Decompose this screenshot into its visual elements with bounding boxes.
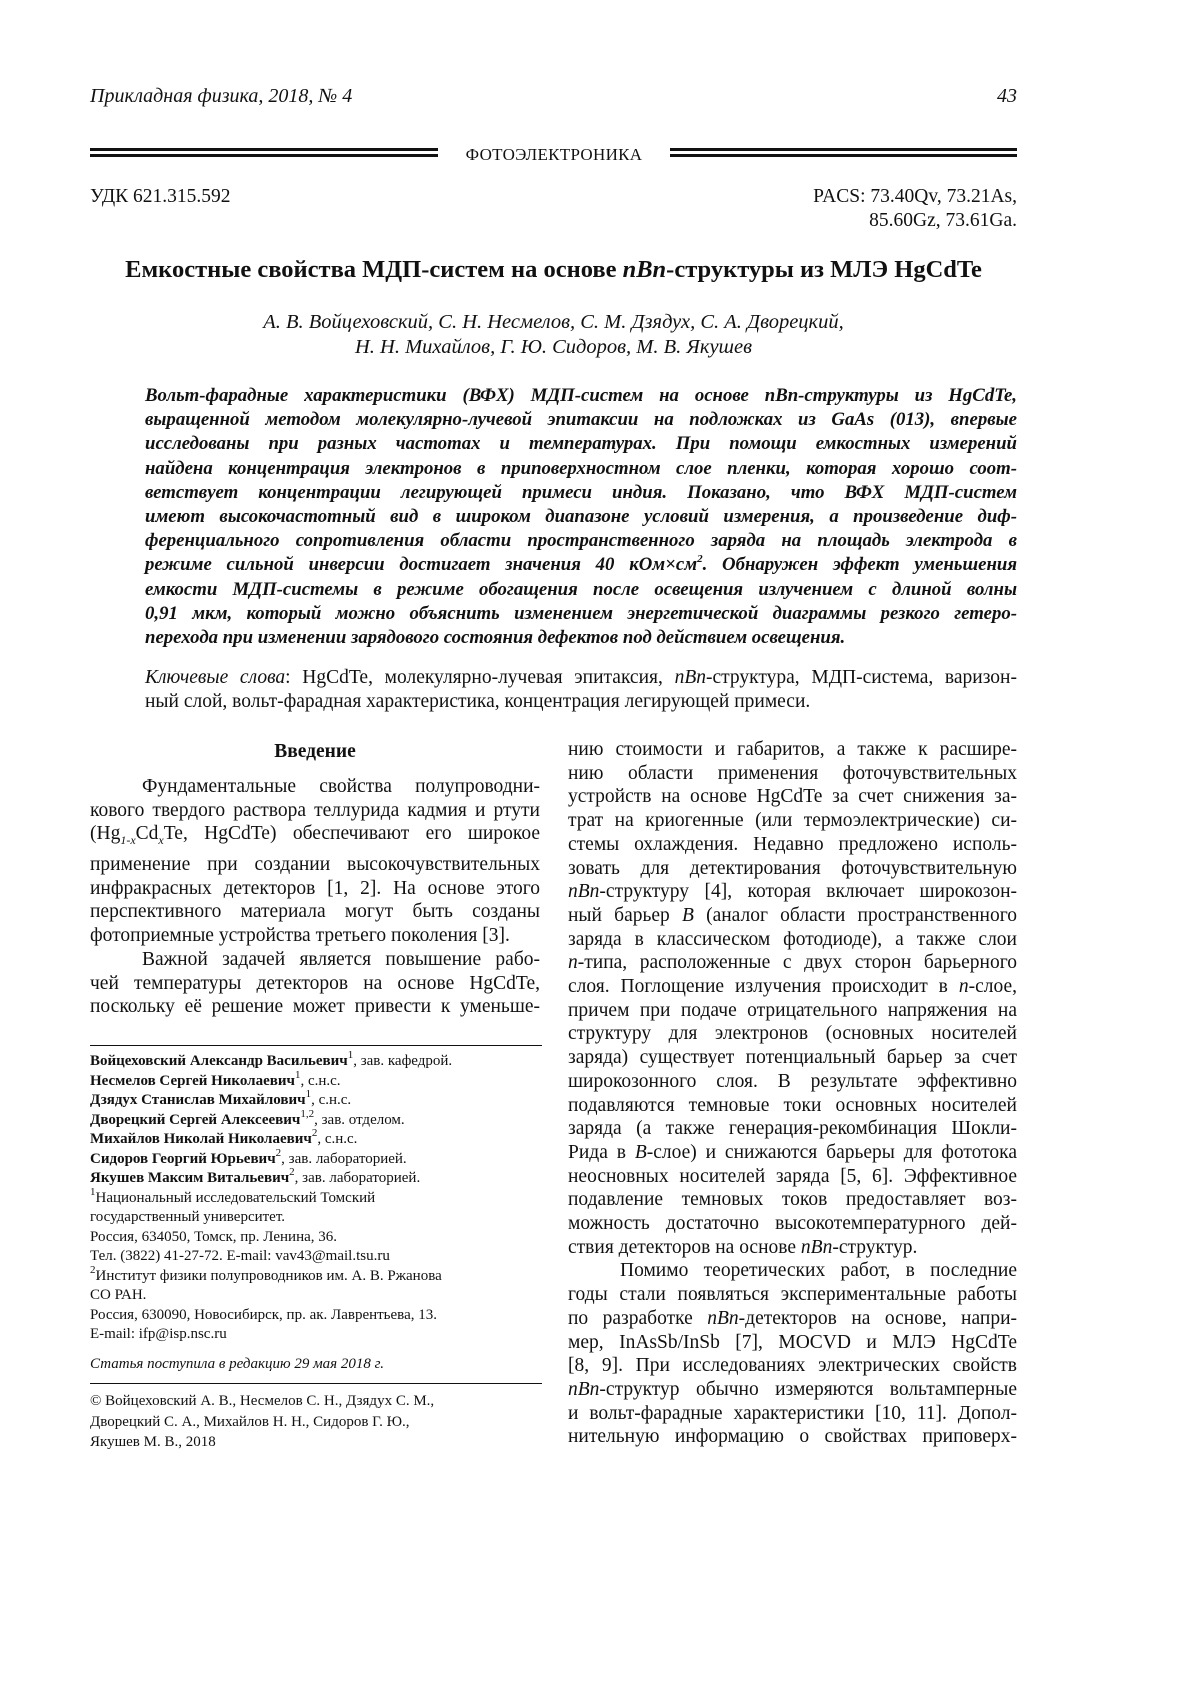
copyright-line: Якушев М. В., 2018 <box>90 1434 216 1450</box>
abstract-line: ференциального сопротивления области пространственного заряда на площадь электрода в <box>145 530 1017 552</box>
author-footnote <box>90 1166 540 1189</box>
abstract <box>145 384 1017 650</box>
formula-cd: Cd <box>135 823 159 845</box>
aff-line: Институт физики полупроводников им. А. В. Ржанова <box>95 1267 442 1284</box>
footnote-role: , зав. лабораторией. <box>294 1170 421 1186</box>
footnote-aff: 2 <box>311 1127 318 1139</box>
body-text: Рида в <box>568 1141 626 1163</box>
section-rule-left <box>90 148 438 157</box>
intro-line: кового твердого раствора теллурида кадмия и ртути <box>90 799 540 821</box>
aff-line: Россия, 634050, Томск, пр. Ленина, 36. <box>90 1228 338 1245</box>
nbn-term: nBn <box>568 1378 600 1400</box>
formula-sub-1: 1-x <box>120 833 136 848</box>
author-footnote <box>90 1088 540 1111</box>
body-text: по разработке <box>568 1307 693 1329</box>
body-line: годы стали появляться экспериментальные работы <box>568 1284 1017 1306</box>
body-text: -структур обычно измеряются вольтамперные <box>599 1378 1017 1400</box>
footnote-divider <box>90 1045 542 1046</box>
title-part-1: Емкостные свойства МДП-систем на основе <box>125 256 623 283</box>
formula-te: Te, HgCdTe) <box>163 823 277 845</box>
abstract-line: имеют высокочастотный вид в широком диапазоне условий измерения, а произведение диф- <box>145 506 1017 528</box>
keywords-text-b: -структура, МДП-система, варизон- <box>706 667 1017 688</box>
udc-code: УДК 621.315.592 <box>90 186 231 207</box>
footnote-aff: 1 <box>347 1049 354 1061</box>
body-text: -структур. <box>832 1236 918 1258</box>
author-footnote <box>90 1127 540 1150</box>
pacs-line-1: PACS: 73.40Qv, 73.21As, <box>813 186 1017 207</box>
intro-line-3-text: обеспечивают его широкое <box>292 823 540 845</box>
footnote-role: , с.н.с. <box>311 1092 352 1108</box>
body-line <box>568 880 1017 904</box>
b-term: B <box>634 1141 647 1163</box>
author-footnote <box>90 1049 540 1072</box>
copyright <box>90 1391 540 1453</box>
affiliation-2 <box>90 1263 540 1287</box>
footnote-name: Войцеховский Александр Васильевич <box>90 1053 348 1069</box>
nbn-term: nBn <box>568 881 600 903</box>
b-term: B <box>681 904 694 926</box>
footnote-name: Дворецкий Сергей Алексеевич <box>90 1111 301 1128</box>
body-text: -детекторов на основе, напри- <box>738 1307 1017 1329</box>
abstract-line-8-tail: . Обнаружен эффект уменьшения <box>702 554 1017 576</box>
body-line: заряда (а также генерация-рекомбинация Шокли- <box>568 1118 1017 1140</box>
abstract-line: Вольт-фарадные характеристики (ВФХ) МДП-систем на основе nBn-структуры из HgCdTe, <box>145 385 1017 406</box>
affiliation-1 <box>90 1185 540 1209</box>
aff-line: СО РАН. <box>90 1287 147 1303</box>
copyright-divider <box>90 1383 542 1384</box>
keywords-line-2: ный слой, вольт-фарадная характеристика, концентрация легирующей примеси. <box>145 691 811 712</box>
body-text: (аналог области пространственного <box>706 904 1017 926</box>
copyright-line: © Войцеховский А. В., Несмелов С. Н., Дзядух С. М., <box>90 1393 435 1409</box>
footnote-name: Якушев Максим Витальевич <box>90 1170 290 1186</box>
nbn-term: nBn <box>800 1236 833 1258</box>
body-line: нительную информацию о свойствах приповерх- <box>568 1426 1017 1448</box>
nbn-term: nBn <box>707 1307 739 1329</box>
body-line: заряда в классическом фотодиоде), а также слои <box>568 928 1017 950</box>
aff-2-mark: 2 <box>90 1263 96 1276</box>
intro-line: фотоприемные устройства третьего поколения [3]. <box>90 925 510 947</box>
abstract-line: перехода при изменении зарядового состояния дефектов под действием освещения. <box>145 627 846 649</box>
journal-name: Прикладная физика, 2018, № 4 <box>90 85 353 107</box>
keywords <box>145 666 1017 714</box>
footnote-name: Михайлов Николай Николаевич <box>90 1131 312 1147</box>
intro-line: поскольку её решение может привести к уменьше- <box>90 996 540 1018</box>
section-label: ФОТОЭЛЕКТРОНИКА <box>465 145 643 164</box>
aff-line: Национальный исследовательский Томский <box>95 1189 376 1206</box>
abstract-line-8 <box>145 553 1017 577</box>
title-nbn: nBn <box>622 256 667 283</box>
body-line <box>568 1236 1017 1260</box>
body-line: заряда) существует потенциальный барьер за счет <box>568 1047 1017 1069</box>
title-part-2: -структуры из МЛЭ HgCdTe <box>666 256 982 283</box>
body-line: устройств на основе HgCdTe за счет снижения за- <box>568 786 1017 808</box>
body-line: Помимо теоретических работ, в последние <box>620 1260 1017 1282</box>
body-line: [8, 9]. При исследованиях электрических свойств <box>568 1355 1017 1377</box>
abstract-line-8-head: режиме сильной инверсии достигает значения 40 кОм×см <box>145 554 698 576</box>
n-term: n <box>958 976 969 998</box>
body-text: слоя. Поглощение излучения происходит в <box>568 976 948 998</box>
intro-line: применение при создании высокочувствительных <box>90 854 540 875</box>
intro-line: перспективного материала могут быть созданы <box>90 901 540 923</box>
intro-paragraph-1 <box>90 775 540 1019</box>
abstract-line: ветствует концентрации легирующей примеси индия. Показано, что ВФХ МДП-систем <box>145 481 1017 503</box>
formula-hg: (Hg <box>90 823 121 845</box>
keywords-line-1 <box>145 666 1017 690</box>
page-number: 43 <box>997 85 1017 107</box>
body-line: нию области применения фоточувствительных <box>568 762 1017 784</box>
body-line <box>568 975 1017 999</box>
body-text: -структуру [4], которая включает широкозон- <box>599 881 1017 903</box>
keywords-text-a: : HgCdTe, молекулярно-лучевая эпитаксия, <box>285 667 675 688</box>
body-line <box>568 1141 1017 1165</box>
body-line <box>568 951 1017 975</box>
footnote-role: , зав. лабораторией. <box>281 1150 407 1167</box>
body-line: стемы охлаждения. Недавно предложено исполь- <box>568 833 1017 855</box>
body-line: широкозонного слоя. В результате эффективно <box>568 1070 1017 1092</box>
body-line <box>568 904 1017 928</box>
keywords-nbn: nBn <box>674 667 706 688</box>
author-footnote <box>90 1068 540 1092</box>
aff-line: Россия, 630090, Новосибирск, пр. ак. Лаврентьева, 13. <box>90 1306 437 1323</box>
aff-line: государственный университет. <box>90 1209 286 1225</box>
abstract-line: емкости МДП-системы в режиме обогащения после освещения излучением с длиной волны <box>145 578 1017 600</box>
footnote-role: , с.н.с. <box>317 1131 358 1147</box>
body-line <box>568 1378 1017 1402</box>
intro-line: инфракрасных детекторов [1, 2]. На основе этого <box>90 877 540 899</box>
footnote-role: , зав. кафедрой. <box>353 1053 453 1069</box>
body-line: можность достаточно высокотемпературного дей- <box>568 1213 1017 1235</box>
author-footnotes <box>90 1049 540 1345</box>
abstract-line: найдена концентрация электронов в приповерхностном слое пленки, которая хорошо соот- <box>145 457 1017 479</box>
abstract-line: исследованы при разных частотах и температурах. При помощи емкостных измерений <box>145 433 1017 455</box>
body-text: ствия детекторов на основе <box>568 1236 797 1258</box>
author-footnote <box>90 1146 540 1170</box>
body-line: зовать для детектирования фоточувствительную <box>568 857 1017 879</box>
pacs-line-2: 85.60Gz, 73.61Ga. <box>869 210 1017 231</box>
body-line <box>568 1307 1017 1331</box>
body-line: причем при подаче отрицательного напряжения на <box>568 999 1017 1021</box>
footnote-name: Дзядух Станислав Михайлович <box>90 1092 306 1108</box>
intro-heading: Введение <box>274 741 356 762</box>
formula-sub-2: x <box>158 833 164 848</box>
footnote-aff: 1 <box>305 1088 312 1100</box>
section-rule-right <box>670 148 1017 157</box>
received-date: Статья поступила в редакцию 29 мая 2018 г. <box>90 1356 385 1372</box>
aff-line: Тел. (3822) 41-27-72. E-mail: vav43@mail.tsu.ru <box>90 1248 390 1264</box>
body-line: подавление темновых токов предоставляет воз- <box>568 1189 1017 1211</box>
right-column <box>568 738 1017 1449</box>
authors-line-1: А. В. Войцеховский, С. Н. Несмелов, С. М. Дзядух, С. А. Дворецкий, <box>263 311 844 333</box>
intro-line: Фундаментальные свойства полупроводни- <box>142 776 540 797</box>
footnote-aff: 2 <box>289 1166 295 1178</box>
abstract-line: 0,91 мкм, который можно объяснить изменением энергетической диаграммы резкого гетеро- <box>145 602 1017 624</box>
abstract-superscript: 2 <box>697 553 703 566</box>
intro-line: чей температуры детекторов на основе HgCdTe, <box>90 972 540 994</box>
n-term: n <box>568 952 578 974</box>
body-line: трат на криогенные (или термоэлектрические) си- <box>568 810 1017 832</box>
footnote-name: Сидоров Георгий Юрьевич <box>90 1150 276 1167</box>
copyright-line: Дворецкий С. А., Михайлов Н. Н., Сидоров Г. Ю., <box>90 1413 410 1430</box>
body-line: нию стоимости и габаритов, а также к расшире- <box>568 739 1017 760</box>
body-line: мер, InAsSb/InSb [7], MOCVD и МЛЭ HgCdTe <box>568 1331 1017 1353</box>
footnote-name: Несмелов Сергей Николаевич <box>90 1072 295 1089</box>
article-title <box>90 256 1017 284</box>
footnote-role: , зав. отделом. <box>314 1111 405 1128</box>
aff-1-mark: 1 <box>90 1185 96 1198</box>
body-line: структуру для электронов (основных носителей <box>568 1023 1017 1045</box>
footnote-aff: 1 <box>294 1068 301 1081</box>
body-text: -типа, расположенные с двух сторон барьерного <box>577 952 1017 974</box>
intro-formula-line <box>90 822 540 853</box>
footnote-role: , с.н.с. <box>300 1072 341 1089</box>
body-line: и вольт-фарадные характеристики [10, 11]. Допол- <box>568 1402 1017 1424</box>
intro-line: Важной задачей является повышение рабо- <box>142 948 540 970</box>
body-text: -слое) и снижаются барьеры для фототока <box>646 1141 1017 1163</box>
aff-line: E-mail: ifp@isp.nsc.ru <box>90 1326 227 1342</box>
body-line: подавляются темновые токи основных носителей <box>568 1094 1017 1116</box>
body-text: ный барьер <box>568 904 670 926</box>
keywords-label: Ключевые слова <box>145 667 286 688</box>
footnote-aff: 2 <box>275 1146 282 1159</box>
body-text: -слое, <box>968 976 1017 998</box>
footnote-aff: 1,2 <box>300 1107 315 1120</box>
authors-line-2: Н. Н. Михайлов, Г. Ю. Сидоров, М. В. Якушев <box>354 336 753 358</box>
abstract-line: выращенной методом молекулярно-лучевой эпитаксии на подложках из GaAs (013), впервые <box>145 409 1017 431</box>
body-line: неосновных носителей заряда [5, 6]. Эффективное <box>568 1165 1017 1187</box>
